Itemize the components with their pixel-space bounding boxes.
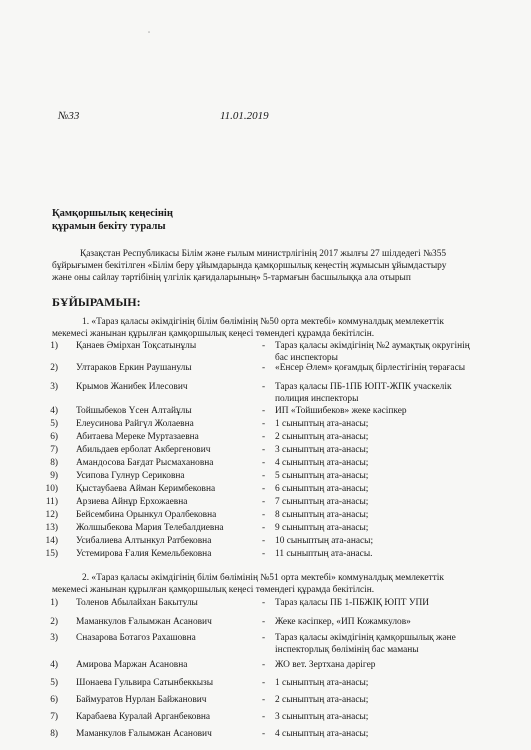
list-dash: -: [262, 617, 266, 627]
member-name: Ултараков Еркин Раушанулы: [76, 363, 192, 373]
section-2-intro: [52, 572, 502, 596]
member-name: Карабаева Куралай Арганбековна: [76, 712, 211, 722]
member-number: 1): [50, 598, 58, 608]
member-name: Арзиева Айнұр Ерхожаевна: [76, 497, 188, 507]
member-name: Амирова Маржан Асановна: [76, 660, 188, 670]
member-number: 10): [45, 484, 58, 494]
list-dash: -: [262, 536, 266, 546]
member-number: 7): [50, 445, 58, 455]
preamble-paragraph: [52, 248, 502, 284]
list-dash: -: [262, 406, 266, 416]
member-name: Сназарова Ботагоз Рахашовна: [76, 633, 196, 643]
list-dash: -: [262, 471, 266, 481]
member-row: [0, 483, 531, 495]
member-role: ИП «Тойшибеков» жеке кәсіпкер: [275, 406, 407, 416]
list-dash: -: [262, 484, 266, 494]
member-name: Бейсембина Орынкул Оралбековна: [76, 510, 217, 520]
member-name: Устемирова Ғалия Кемельбековна: [76, 549, 212, 559]
list-dash: -: [262, 497, 266, 507]
member-row: [0, 659, 531, 671]
member-role: 1 сыныптың ата-анасы;: [275, 419, 369, 429]
member-role: 3 сыныптың ата-анасы;: [275, 445, 369, 455]
member-role: Тараз қаласы әкімдігінің №2 аумақтық округінің: [275, 341, 470, 351]
member-number: 6): [50, 432, 58, 442]
member-role: 4 сыныптың ата-анасы;: [275, 458, 369, 468]
member-row: [0, 728, 531, 740]
preamble-line-2: бұйрығымен бекітілген «Білім беру ұйымдарында қамқоршылық кеңестің жұмысын ұйымдастыру: [52, 261, 447, 271]
list-dash: -: [262, 598, 266, 608]
member-row: [0, 677, 531, 689]
member-role: 5 сыныптың ата-анасы;: [275, 471, 369, 481]
member-role: 11 сыныптың ата-анасы.: [275, 549, 373, 559]
section-1-intro-line-2: мекемесі жанынан құрылған қамқоршылық кеңесі төмендегі құрамда бекітілсін.: [52, 329, 375, 339]
member-role-continued: інспекторлық бөлімінің бас маманы: [275, 645, 419, 655]
section-1-intro: [52, 316, 502, 340]
member-name: Абитаева Мереке Муртазаевна: [76, 432, 199, 442]
member-number: 2): [50, 617, 58, 627]
list-dash: -: [262, 363, 266, 373]
member-number: 8): [50, 458, 58, 468]
list-dash: -: [262, 341, 266, 351]
member-row: [0, 470, 531, 482]
member-number: 9): [50, 471, 58, 481]
member-role-continued: бас инспекторы: [275, 353, 338, 363]
list-dash: -: [262, 510, 266, 520]
list-dash: -: [262, 695, 266, 705]
member-number: 12): [45, 510, 58, 520]
section-2-intro-line-1: 2. «Тараз қаласы әкімдігінің білім бөлімінің №51 орта мектебі» коммуналдық мемлекеттік: [82, 573, 444, 583]
member-number: 13): [45, 523, 58, 533]
member-number: 2): [50, 363, 58, 373]
member-row: [0, 418, 531, 430]
member-number: 15): [45, 549, 58, 559]
member-number: 11): [45, 497, 58, 507]
member-name: Абильдаев ерболат Акбергенович: [76, 445, 211, 455]
member-role: 6 сыныптың ата-анасы;: [275, 484, 369, 494]
member-role: 4 сыныптың ата-анасы;: [275, 729, 369, 739]
document-title: [52, 207, 173, 233]
member-row: [0, 632, 531, 644]
member-number: 6): [50, 695, 58, 705]
member-row: [0, 362, 531, 374]
member-role-continued: полиция инспекторы: [275, 394, 359, 404]
title-line-2: құрамын бекіту туралы: [52, 221, 166, 232]
list-dash: -: [262, 432, 266, 442]
member-role: Жеке кәсіпкер, «ИП Кожамкулов»: [275, 617, 411, 627]
list-dash: -: [262, 678, 266, 688]
member-name: Елеусинова Райгүл Жолаевна: [76, 419, 194, 429]
member-role: 10 сыныптың ата-анасы;: [275, 536, 374, 546]
member-row: [0, 522, 531, 534]
member-name: Амандосова Бағдат Рысмахановна: [76, 458, 214, 468]
member-row: [0, 597, 531, 609]
member-role: 7 сыныптың ата-анасы;: [275, 497, 369, 507]
member-number: 3): [50, 633, 58, 643]
member-name: Жолшыбекова Мария Телебалдиевна: [76, 523, 224, 533]
order-word: БҰЙЫРАМЫН:: [52, 295, 141, 309]
member-number: 5): [50, 678, 58, 688]
member-role: Тараз қаласы ПБ 1-ПБЖІҚ ЮПТ УПИ: [275, 598, 429, 608]
list-dash: -: [262, 549, 266, 559]
member-number: 5): [50, 419, 58, 429]
member-name: Усипова Гулнур Сериковна: [76, 471, 185, 481]
member-number: 3): [50, 382, 58, 392]
preamble-line-1: Қазақстан Республикасы Білім және ғылым министрлігінің 2017 жылғы 27 шілдедегі №355: [80, 249, 447, 259]
member-row: [0, 711, 531, 723]
list-dash: -: [262, 419, 266, 429]
member-name: Маманкулов Ғалымжан Асанович: [76, 729, 212, 739]
member-row: [0, 340, 531, 352]
member-number: 1): [50, 341, 58, 351]
section-2-intro-line-2: мекемесі жанынан құрылған қамқоршылық кеңесі төмендегі құрамда бекітілсін.: [52, 585, 375, 595]
member-name: Қанаев Әмірхан Тоқсатынұлы: [76, 341, 197, 351]
member-name: Маманкулов Ғалымжан Асанович: [76, 617, 212, 627]
member-role: 9 сыныптың ата-анасы;: [275, 523, 369, 533]
member-number: 7): [50, 712, 58, 722]
member-role: «Енсер Әлем» қоғамдық бірлестігінің төрағасы: [275, 363, 466, 373]
member-row: [0, 444, 531, 456]
member-number: 14): [45, 536, 58, 546]
member-role: 8 сыныптың ата-анасы;: [275, 510, 369, 520]
preamble-line-3: және оны сайлау тәртібінің үлгілік қағидаларының» 5-тармағын басшылыққа ала отырып: [52, 273, 411, 283]
member-role: 1 сыныптың ата-анасы;: [275, 678, 369, 688]
list-dash: -: [262, 633, 266, 643]
section-1-intro-line-1: 1. «Тараз қаласы әкімдігінің білім бөлімінің №50 орта мектебі» коммуналдық мемлекеттік: [82, 317, 444, 327]
member-row: [0, 496, 531, 508]
member-role: Тараз қаласы ПБ-1ПБ ЮПТ-ЖПК учаскелік: [275, 382, 452, 392]
member-name: Крымов Жанибек Илесович: [76, 382, 188, 392]
member-name: Шонаева Гульвира Сатынбеккызы: [76, 678, 214, 688]
member-row: [0, 405, 531, 417]
member-role: ЖО вет. Зертхана дәрігер: [275, 660, 376, 670]
title-line-1: Қамқоршылық кеңесінің: [52, 208, 173, 219]
member-number: 4): [50, 406, 58, 416]
member-number: 8): [50, 729, 58, 739]
member-name: Қыстаубаева Айман Керимбековна: [76, 484, 216, 494]
member-name: Тойшыбеков Үсен Алтайұлы: [76, 406, 192, 416]
document-date: 11.01.2019: [220, 110, 269, 122]
member-row: [0, 616, 531, 628]
list-dash: -: [262, 523, 266, 533]
member-row: [0, 548, 531, 560]
member-row: [0, 509, 531, 521]
list-dash: -: [262, 458, 266, 468]
list-dash: -: [262, 660, 266, 670]
member-row: [0, 535, 531, 547]
scan-mark: ˇ: [148, 32, 150, 38]
member-number: 4): [50, 660, 58, 670]
list-dash: -: [262, 712, 266, 722]
member-role: 2 сыныптың ата-анасы;: [275, 432, 369, 442]
member-role: Тараз қаласы әкімдігінің қамқоршылық және: [275, 633, 456, 643]
member-role: 2 сыныптың ата-анасы;: [275, 695, 369, 705]
member-row: [0, 457, 531, 469]
list-dash: -: [262, 445, 266, 455]
member-name: Усибалиева Алтынкул Ратбековна: [76, 536, 212, 546]
list-dash: -: [262, 729, 266, 739]
list-dash: -: [262, 382, 266, 392]
member-row: [0, 381, 531, 393]
document-number: №33: [58, 110, 80, 122]
member-row: [0, 694, 531, 706]
member-name: Толенов Абылайхан Бакытулы: [76, 598, 198, 608]
member-row: [0, 431, 531, 443]
member-name: Баймуратов Нурлан Байжанович: [76, 695, 207, 705]
member-role: 3 сыныптың ата-анасы;: [275, 712, 369, 722]
